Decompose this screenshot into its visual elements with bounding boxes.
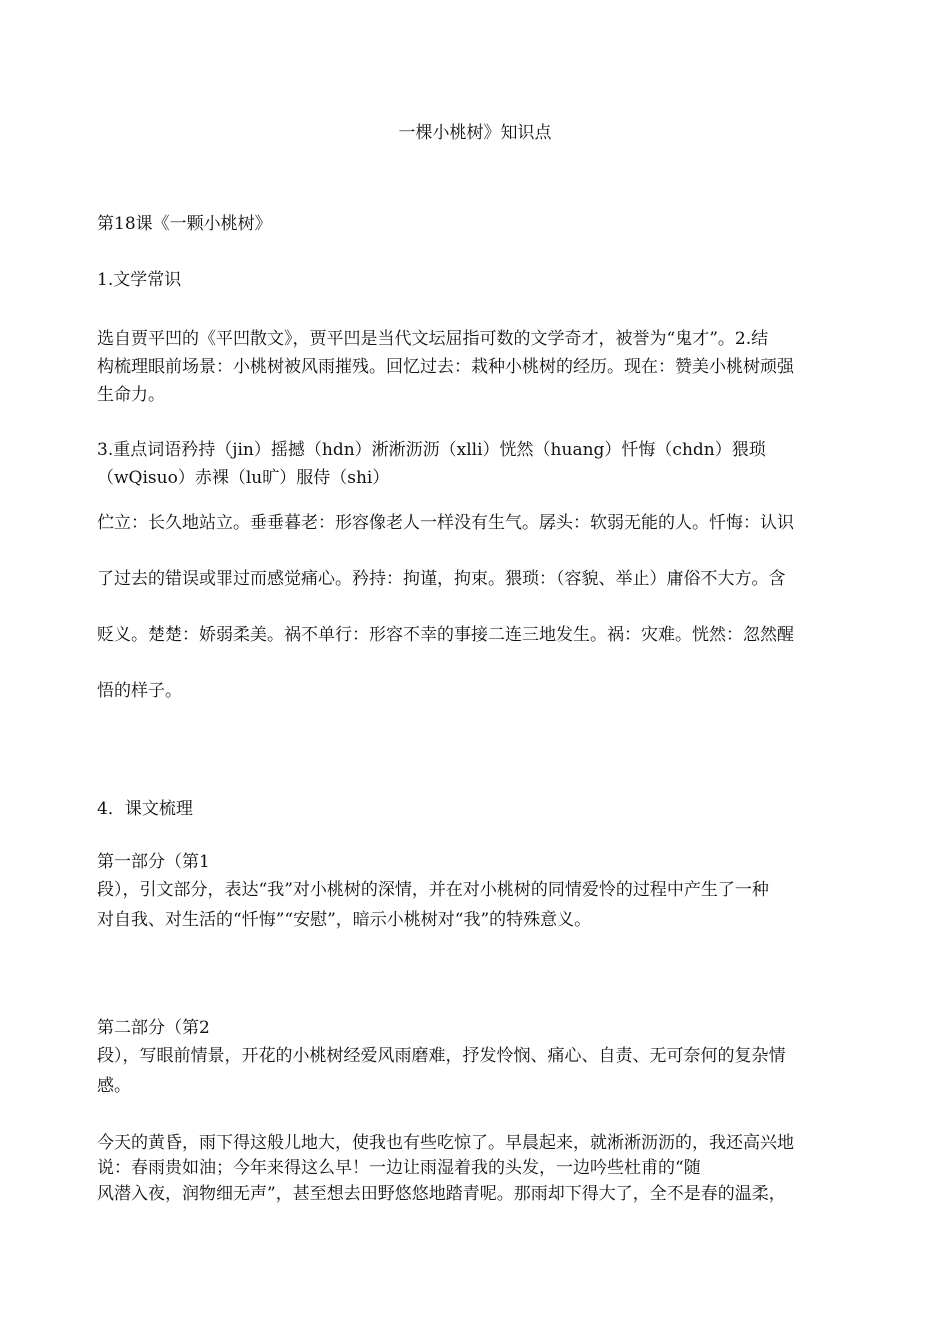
paragraph-line: 悟的样子。: [97, 681, 182, 701]
paragraph-line: 对自我、对生活的“忏悔”“安慰”，暗示小桃树对“我”的特殊意义。: [97, 910, 592, 930]
lesson-heading: 第18课《一颗小桃树》: [97, 214, 272, 234]
paragraph-line: 段），引文部分，表达“我”对小桃树的深情，并在对小桃树的同情爱怜的过程中产生了一种: [97, 880, 769, 900]
paragraph-line: 3.重点词语矜持（jin）摇撼（hdn）淅淅沥沥（xlli）恍然（huang）忏悔（chdn）猥琐: [97, 440, 766, 460]
paragraph-excerpt: [97, 1129, 842, 1209]
paragraph-part-one: [97, 850, 842, 934]
paragraph-key-words: [97, 436, 842, 492]
paragraph-line: 伫立：长久地站立。垂垂暮老：形容像老人一样没有生气。孱头：软弱无能的人。忏悔：认识: [97, 513, 794, 533]
paragraph-line: 选自贾平凹的《平凹散文》，贾平凹是当代文坛屈指可数的文学奇才，被誉为“鬼才”。2.结: [97, 329, 769, 349]
paragraph-line: 风潜入夜，润物细无声”，甚至想去田野悠悠地踏青呢。那雨却下得大了，全不是春的温柔，: [97, 1184, 786, 1204]
paragraph-line: 生命力。: [97, 385, 165, 405]
paragraph-line: 贬义。楚楚：娇弱柔美。祸不单行：形容不幸的事接二连三地发生。祸：灾难。恍然：忽然醒: [97, 625, 794, 645]
paragraph-line: 段），写眼前情景，开花的小桃树经爱风雨磨难，抒发怜悯、痛心、自责、无可奈何的复杂情: [97, 1046, 786, 1066]
paragraph-definitions: [97, 495, 842, 719]
paragraph-line: 了过去的错误或罪过而感觉痛心。矜持：拘谨，拘束。猥琐：（容貌、举止）庸俗不大方。含: [97, 569, 786, 589]
document-title: 一棵小桃树》知识点: [398, 123, 552, 143]
paragraph-literary-knowledge: [97, 325, 842, 409]
paragraph-line: 第一部分（第1: [97, 852, 210, 872]
paragraph-line: 说：春雨贵如油；今年来得这么早！一边让雨湿着我的头发，一边吟些杜甫的“随: [97, 1158, 701, 1178]
paragraph-part-two: [97, 1016, 842, 1100]
paragraph-line: 构梳理眼前场景：小桃树被风雨摧残。回忆过去：栽种小桃树的经历。现在：赞美小桃树顽强: [97, 357, 794, 377]
paragraph-line: 今天的黄昏，雨下得这般儿地大，使我也有些吃惊了。早晨起来，就淅淅沥沥的，我还高兴地: [97, 1133, 794, 1153]
paragraph-line: 第二部分（第2: [97, 1018, 210, 1038]
section-heading-text-outline: 4．课文梳理: [97, 799, 193, 819]
paragraph-line: 感。: [97, 1076, 131, 1096]
paragraph-line: （wQisuo）赤裸（lu旷）服侍（shi）: [97, 468, 390, 488]
section-heading-literary-knowledge: 1.文学常识: [97, 270, 182, 290]
